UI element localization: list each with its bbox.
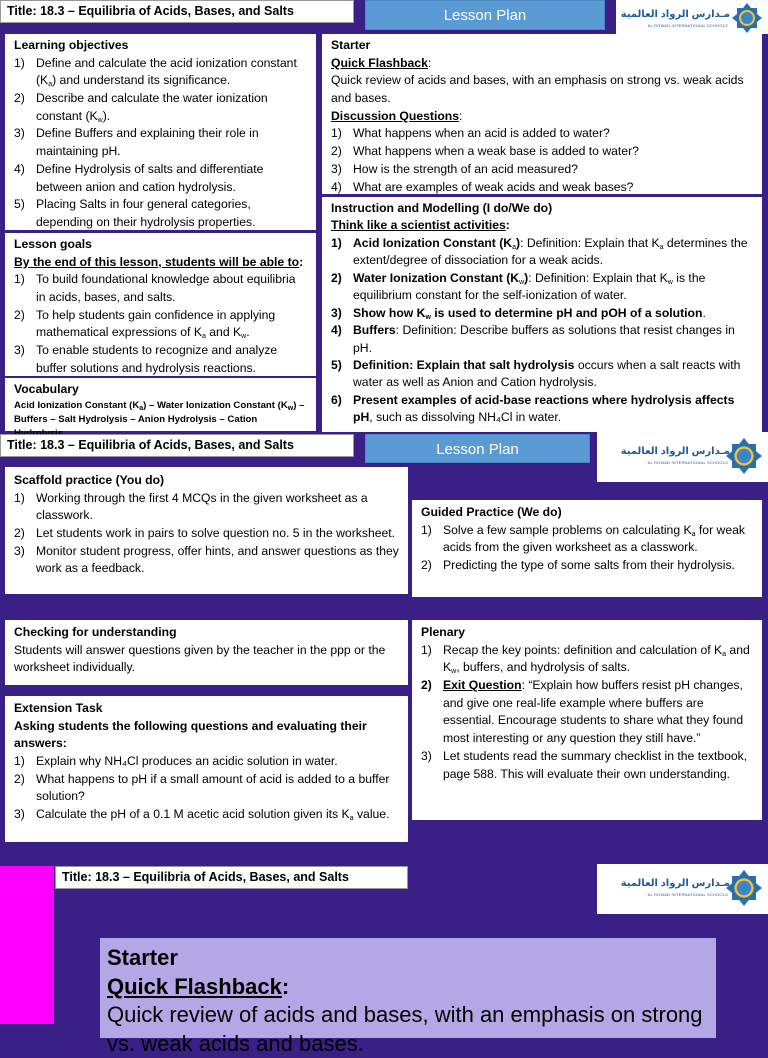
- logo-english-name: AL ROWAD INTERNATIONAL SCHOOLS: [647, 460, 728, 465]
- discussion-questions-list: [331, 125, 754, 196]
- guided-practice-panel: [412, 500, 762, 597]
- list-item: 3) How is the strength of an acid measured?: [331, 161, 578, 176]
- extension-sub-heading: Asking students the following questions and evaluating their answers:: [14, 718, 367, 751]
- learning-objectives-heading: Learning objectives: [14, 38, 129, 52]
- logo-arabic-name: مـدارس الرواد العالمية: [620, 878, 730, 889]
- globe-star-icon: [726, 870, 762, 906]
- learning-objectives-list: [14, 55, 308, 232]
- list-item: 1) What happens when an acid is added to water?: [331, 126, 610, 141]
- list-item: 2) Water Ionization Constant $(K_w)$: Definition: Explain that $K_w$ is the equilibrium constant for the self-ionization of water.: [331, 270, 706, 303]
- list-item: 3) Let students read the summary checklist in the textbook, page 588. This will evaluate their own understanding.: [421, 748, 748, 781]
- exit-question-label: Exit Question: [443, 678, 522, 693]
- plenary-panel: [412, 620, 762, 820]
- list-item: 2) To help students gain confidence in applying mathematical expressions of $K_a$ and $K_w$.: [14, 307, 276, 341]
- list-item: 1) Recap the key points: definition and calculation of $K_a$ and $K_w$, buffers, and hydrolysis of salts.: [421, 642, 750, 676]
- checking-understanding-panel: [5, 620, 408, 685]
- starter-heading: Starter: [331, 38, 371, 52]
- checking-heading: Checking for understanding: [14, 625, 177, 639]
- discussion-questions-heading: Discussion Questions:: [331, 108, 463, 123]
- logo-english-name: AL ROWAD INTERNATIONAL SCHOOLS: [647, 23, 728, 28]
- school-logo-3: [597, 864, 768, 914]
- list-item: 2) What happens when a weak base is added to water?: [331, 144, 639, 159]
- list-item: 3) Monitor student progress, offer hints, and answer questions as they work as a feedback.: [14, 543, 399, 576]
- list-item: 5) Definition: Explain that salt hydrolysis occurs when a salt reacts with water as well as Anion and Cation hydrolysis.: [331, 357, 741, 390]
- list-item: 6) Present examples of acid-base reactions where hydrolysis affects pH, such as dissolving NH₄Cl in water.: [331, 392, 735, 425]
- checking-text: Students will answer questions given by the teacher in the ppp or the worksheet individually.: [14, 642, 386, 675]
- globe-star-icon: [732, 3, 762, 33]
- plenary-heading: Plenary: [421, 625, 466, 639]
- school-logo-2: [597, 432, 768, 482]
- lesson-plan-banner-1: Lesson Plan: [365, 0, 605, 30]
- logo-arabic-name: مـدارس الرواد العالمية: [620, 446, 730, 457]
- list-item: 3) Show how $K_w$ is used to determine pH and pOH of a solution.: [331, 305, 706, 321]
- list-item: 5) Placing Salts in four general categories, depending on their hydrolysis properties.: [14, 197, 256, 229]
- quick-flashback-heading: Quick Flashback:: [331, 55, 432, 70]
- list-item: 1) Define and calculate the acid ionization constant $(K_a)$ and understand its significance.: [14, 55, 297, 89]
- starter-slide-heading: Starter: [107, 945, 178, 970]
- list-item: 1) Acid Ionization Constant $(K_a)$: Definition: Explain that $K_a$ determines the extent/degree of dissociation for a weak acids.: [331, 235, 748, 268]
- instruction-heading: Instruction and Modelling (I do/We do): [331, 201, 553, 215]
- globe-star-icon: [726, 438, 762, 474]
- guided-heading: Guided Practice (We do): [421, 505, 562, 519]
- starter-slide-panel: [100, 938, 716, 1056]
- lesson-title-3: Title: 18.3 – Equilibria of Acids, Bases, and Salts: [55, 866, 408, 889]
- instruction-list: [331, 235, 754, 427]
- school-logo-1: [616, 0, 768, 34]
- list-item: 1) Explain why NH₄Cl produces an acidic solution in water.: [14, 754, 338, 769]
- extension-heading: Extension Task: [14, 701, 103, 715]
- list-item: 4) What are examples of weak acids and weak bases?: [331, 179, 634, 194]
- lesson-title-2: Title: 18.3 – Equilibria of Acids, Bases, and Salts: [0, 434, 354, 457]
- plenary-list: [421, 642, 754, 784]
- vocabulary-terms: Acid Ionization Constant $(K_a)$ – Water Ionization Constant $(K_w)$ – Buffers – Salt Hydrolysis – Anion Hydrolysis – Cation: [14, 399, 305, 426]
- list-item: 3) To enable students to recognize and analyze buffer solutions and hydrolysis reactions.: [14, 343, 278, 375]
- list-item: 2) Let students work in pairs to solve question no. 5 in the worksheet.: [14, 526, 396, 541]
- scaffold-list: [14, 490, 400, 578]
- logo-arabic-name: مـدارس الرواد العالمية: [620, 9, 730, 20]
- lesson-goals-list: [14, 271, 308, 377]
- scaffold-heading: Scaffold practice (You do): [14, 473, 165, 487]
- list-item: 3) Define Buffers and explaining their role in maintaining pH.: [14, 126, 259, 159]
- list-item: 1) To build foundational knowledge about equilibria in acids, bases, and salts.: [14, 272, 296, 305]
- list-item: 2) Predicting the type of some salts from their hydrolysis.: [421, 558, 735, 573]
- starter-panel: [322, 34, 762, 194]
- lesson-goals-heading: Lesson goals: [14, 237, 92, 251]
- lesson-goals-intro: By the end of this lesson, students will be able to:: [14, 254, 304, 269]
- extension-task-panel: [5, 696, 408, 842]
- list-item: 4) Define Hydrolysis of salts and differentiate between anion and cation hydrolysis.: [14, 161, 264, 194]
- think-like-scientist-heading: Think like a scientist activities:: [331, 218, 510, 233]
- list-item: 2) Describe and calculate the water ionization constant $(K_w)$.: [14, 91, 268, 124]
- learning-objectives-panel: [5, 34, 316, 230]
- list-item: 2) What happens to pH if a small amount of acid is added to a buffer solution?: [14, 771, 390, 804]
- scaffold-practice-panel: [5, 467, 408, 594]
- extension-list: [14, 753, 400, 824]
- starter-slide-flashback-text: Quick review of acids and bases, with an emphasis on strong vs. weak acids and bases.: [107, 1002, 703, 1056]
- list-item: 1) Solve a few sample problems on calculating $K_a$ for weak acids from the given worksheet as a classwork.: [421, 522, 745, 555]
- instruction-modelling-panel: [322, 197, 762, 432]
- list-item: 3) Calculate the pH of a 0.1 M acetic acid solution given its $K_a$ value.: [14, 807, 390, 823]
- lesson-goals-panel: [5, 233, 316, 376]
- list-item: 1) Working through the first 4 MCQs in the given worksheet as a classwork.: [14, 490, 368, 523]
- starter-slide-flashback-heading: Quick Flashback:: [107, 973, 290, 999]
- vocabulary-heading: Vocabulary: [14, 382, 79, 396]
- lesson-plan-banner-2: Lesson Plan: [365, 434, 590, 463]
- lesson-title-1: Title: 18.3 – Equilibria of Acids, Bases, and Salts: [0, 0, 354, 23]
- pink-accent-bar: [0, 866, 54, 1024]
- vocabulary-panel: [5, 378, 316, 431]
- quick-flashback-text: Quick review of acids and bases, with an emphasis on strong vs. weak acids and bases.: [331, 73, 744, 106]
- list-item: 2) Exit Question: “Explain how buffers resist pH changes, and give one real-life example where buffers are essential. Encourage students to share what they found most interesting or any question they still have.”: [421, 678, 744, 746]
- logo-english-name: AL ROWAD INTERNATIONAL SCHOOLS: [647, 892, 728, 897]
- guided-list: [421, 522, 754, 575]
- list-item: 4) Buffers: Definition: Describe buffers as solutions that resist changes in pH.: [331, 323, 735, 355]
